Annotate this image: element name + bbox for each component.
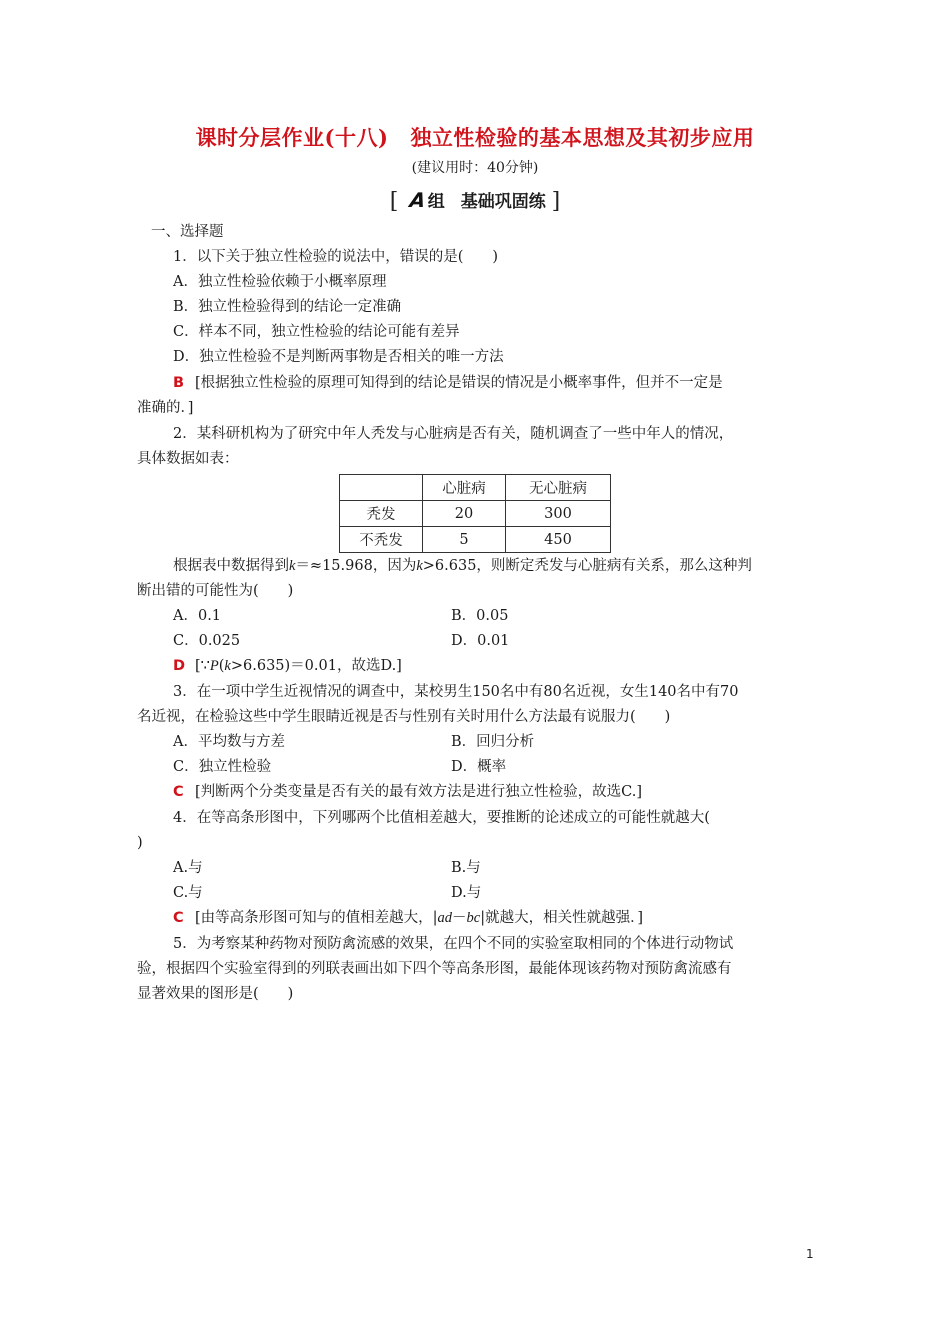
suggested-time: (建议用时：40分钟) — [411, 160, 539, 176]
q2-explanation-post: >6.635)＝0.01，故选D.] — [230, 658, 402, 674]
table-cell: 秃发 — [340, 501, 423, 527]
q2-option-c: C．0.025 — [173, 633, 241, 649]
q3-explanation — [173, 782, 642, 802]
q2-stem: 2．某科研机构为了研究中年人秃发与心脏病是否有关，随机调查了一些中年人的情况， — [173, 426, 734, 442]
q1-option-a: A．独立性检验依赖于小概率原理 — [173, 274, 387, 290]
q2-explanation-pre: [∵ — [195, 658, 210, 674]
q3-stem: 3．在一项中学生近视情况的调查中，某校男生150名中有80名近视，女生140名中有70 — [173, 684, 739, 700]
q4-explanation-pre: [由等高条形图可知与的值相差越大，| — [195, 910, 438, 926]
q4-answer: C — [173, 910, 184, 926]
q4-stem: 4．在等高条形图中，下列哪两个比值相差越大，要推断的论述成立的可能性就越大( — [173, 810, 710, 826]
q4-stem-cont: ) — [137, 835, 143, 851]
q4-explanation-minus: － — [452, 910, 467, 926]
q2-statement-suffix: >6.635，则断定秃发与心脏病有关系，那么这种判 — [422, 558, 752, 574]
q1-explanation-text: [根据独立性检验的原理可知得到的结论是错误的情况是小概率事件，但并不一定是 — [195, 375, 723, 391]
q3-option-a: A．平均数与方差 — [173, 734, 285, 750]
section-heading: 一、选择题 — [151, 224, 224, 240]
table-cell: 450 — [506, 527, 611, 553]
q3-explanation-text: [判断两个分类变量是否有关的最有效方法是进行独立性检验，故选C.] — [195, 784, 642, 800]
q1-explanation-cont: 准确的．] — [137, 400, 194, 416]
section-banner — [0, 187, 950, 214]
q2-statement-cont: 断出错的可能性为( ) — [137, 583, 294, 599]
table-cell: 20 — [423, 501, 506, 527]
q1-option-d: D．独立性检验不是判断两事物是否相关的唯一方法 — [173, 349, 504, 365]
q2-stem-cont: 具体数据如表： — [137, 451, 239, 467]
title-topic: 独立性检验的基本思想及其初步应用 — [410, 125, 755, 150]
page-number: 1 — [806, 1247, 814, 1261]
page-title — [0, 122, 950, 152]
q2-option-b: B．0.05 — [451, 608, 509, 624]
q1-option-c: C．样本不同，独立性检验的结论可能有差异 — [173, 324, 460, 340]
q1-answer: B — [173, 375, 185, 391]
table-header-row — [340, 475, 611, 501]
q3-option-d: D．概率 — [451, 759, 507, 775]
table-cell: 300 — [506, 501, 611, 527]
q4-option-a: A.与 — [173, 860, 203, 876]
left-bracket-icon: [ — [389, 189, 399, 214]
q3-option-c: C．独立性检验 — [173, 759, 272, 775]
q4-option-c: C.与 — [173, 885, 203, 901]
q2-option-a: A．0.1 — [173, 608, 222, 624]
q1-option-b: B．独立性检验得到的结论一定准确 — [173, 299, 402, 315]
math-var-ad: ad — [437, 910, 453, 926]
q4-option-b: B.与 — [451, 860, 481, 876]
title-series: 课时分层作业(十八) — [195, 125, 389, 150]
q2-statement — [173, 556, 752, 576]
q3-option-b: B．回归分析 — [451, 734, 535, 750]
q4-explanation — [173, 908, 643, 928]
q2-explanation — [173, 656, 402, 676]
group-badge: A — [408, 188, 428, 212]
table-cell: 5 — [423, 527, 506, 553]
q5-stem-cont: 验，根据四个实验室得到的列联表画出如下四个等高条形图，最能体现该药物对预防禽流感有 — [137, 961, 732, 977]
table-header-cell: 心脏病 — [423, 475, 506, 501]
q4-option-d: D.与 — [451, 885, 482, 901]
table-header-cell — [340, 475, 423, 501]
right-bracket-icon: ] — [551, 189, 561, 214]
math-var-k: k — [224, 658, 231, 674]
q5-stem: 5．为考察某种药物对预防禽流感的效果，在四个不同的实验室取相同的个体进行动物试 — [173, 936, 734, 952]
q5-stem-cont2: 显著效果的图形是( ) — [137, 986, 294, 1002]
q2-explanation-paren: ( — [218, 658, 225, 674]
math-var-bc: bc — [466, 910, 481, 926]
math-var-p: P — [209, 658, 219, 674]
q1-stem: 1．以下关于独立性检验的说法中，错误的是( ) — [173, 249, 499, 265]
table-row — [340, 527, 611, 553]
table-header-cell: 无心脏病 — [506, 475, 611, 501]
q3-answer: C — [173, 784, 184, 800]
table-row — [340, 501, 611, 527]
math-var-k: k — [289, 558, 296, 574]
math-var-k: k — [416, 558, 423, 574]
q2-answer: D — [173, 658, 186, 674]
q4-explanation-post: |就越大，相关性就越强．] — [480, 910, 644, 926]
table-cell: 不秃发 — [340, 527, 423, 553]
q1-explanation — [173, 373, 723, 393]
section-name: 基础巩固练 — [460, 192, 546, 212]
q2-statement-mid: ＝≈15.968，因为 — [295, 558, 417, 574]
q2-statement-prefix: 根据表中数据得到 — [173, 558, 289, 574]
q2-option-d: D．0.01 — [451, 633, 510, 649]
data-table — [339, 474, 611, 553]
q3-stem-cont: 名近视，在检验这些中学生眼睛近视是否与性别有关时用什么方法最有说服力( ) — [137, 709, 671, 725]
group-label: 组 — [427, 192, 445, 212]
